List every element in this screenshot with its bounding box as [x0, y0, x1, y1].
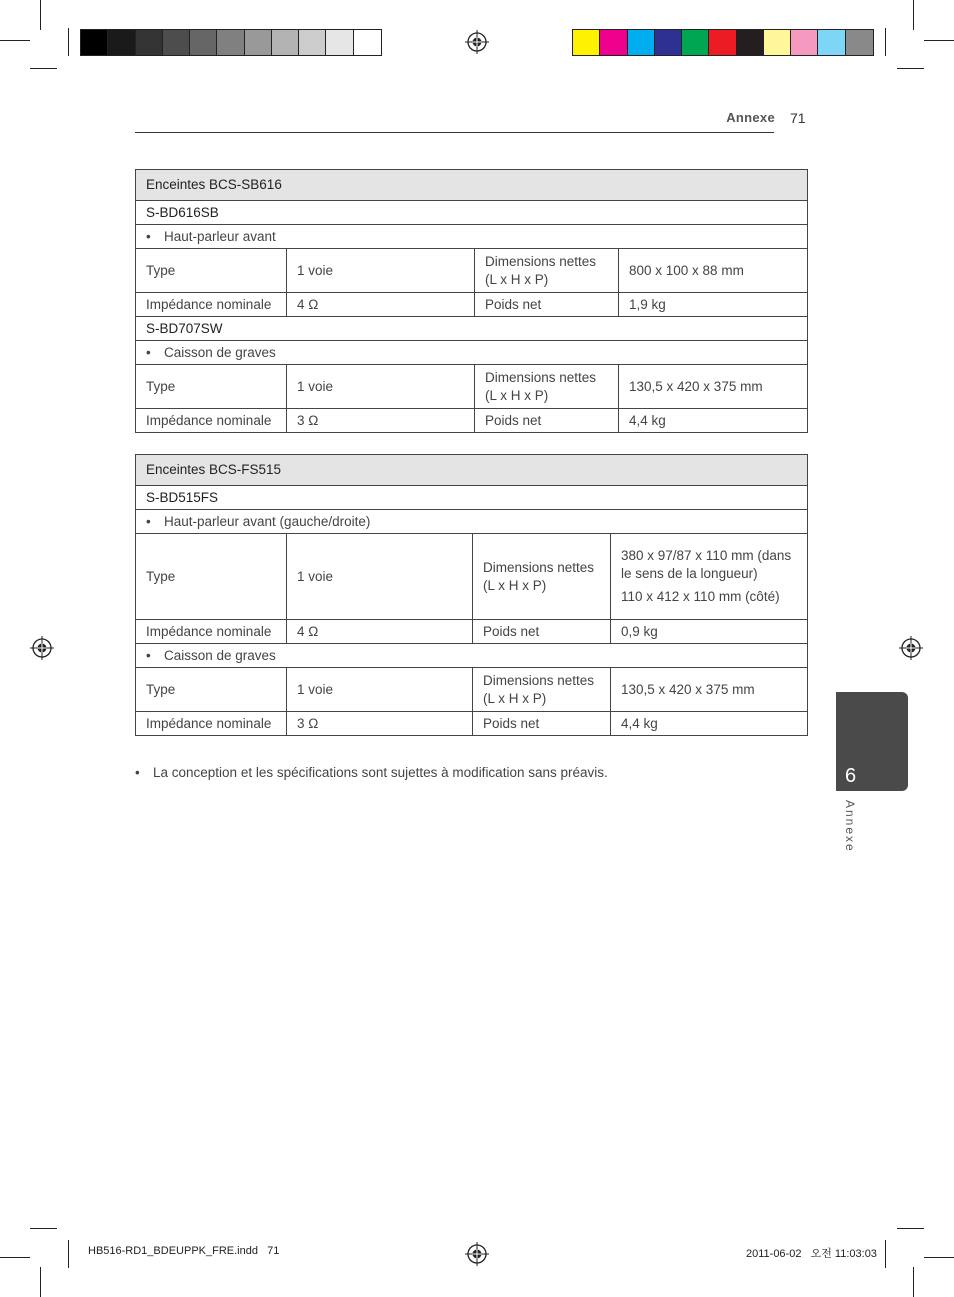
table-cell: Type: [136, 534, 287, 620]
model-name: S-BD515FS: [136, 486, 808, 510]
table-row: [136, 534, 808, 620]
chapter-label: Annexe: [843, 800, 857, 853]
color-swatch: [628, 30, 655, 55]
crop-mark: [897, 68, 924, 69]
note-text: La conception et les spécifications sont sujettes à modification sans préavis.: [153, 765, 608, 780]
crop-mark: [897, 1228, 924, 1229]
dimension-text: 110 x 412 x 110 mm (côté): [621, 589, 780, 604]
category-row: [136, 225, 808, 249]
registration-target-icon: [899, 636, 923, 660]
color-swatch: [600, 30, 627, 55]
color-swatch: [81, 30, 108, 55]
table-cell: Poids net: [475, 293, 619, 317]
crop-mark: [40, 0, 41, 30]
table-cell: 3 Ω: [287, 712, 473, 736]
color-swatch: [764, 30, 791, 55]
table-cell: 1 voie: [287, 534, 473, 620]
bullet-icon: •: [146, 513, 151, 529]
color-swatch: [573, 30, 600, 55]
table-cell: 1 voie: [287, 365, 475, 409]
color-swatch: [354, 30, 381, 55]
color-swatch: [190, 30, 217, 55]
crop-mark: [68, 1240, 69, 1268]
table-cell: Impédance nominale: [136, 712, 287, 736]
note-item: [135, 765, 608, 780]
color-swatch: [136, 30, 163, 55]
table-cell: Impédance nominale: [136, 293, 287, 317]
table-cell: 3 Ω: [287, 409, 475, 433]
color-swatch: [791, 30, 818, 55]
dimension-text: 380 x 97/87 x 110 mm (dans le sens de la longueur): [621, 548, 792, 581]
color-swatch: [737, 30, 764, 55]
color-swatch: [326, 30, 353, 55]
table-cell: 800 x 100 x 88 mm: [619, 249, 808, 293]
color-swatch: [682, 30, 709, 55]
category-row: [136, 644, 808, 668]
table-cell: 130,5 x 420 x 375 mm: [619, 365, 808, 409]
table-cell: Dimensions nettes (L x H x P): [475, 365, 619, 409]
table-cell: Dimensions nettes (L x H x P): [473, 534, 611, 620]
table-row: [136, 409, 808, 433]
bullet-icon: •: [146, 228, 151, 244]
chapter-number: 6: [845, 765, 857, 787]
crop-mark: [40, 1267, 41, 1297]
table-row: [136, 620, 808, 644]
table-cell: Poids net: [473, 712, 611, 736]
spec-table-sb616: [135, 169, 808, 433]
table-cell: 4 Ω: [287, 293, 475, 317]
registration-target-icon: [465, 1242, 489, 1266]
table-title: Enceintes BCS-SB616: [136, 170, 808, 201]
model-name: S-BD616SB: [136, 201, 808, 225]
registration-target-icon: [465, 30, 489, 54]
color-bar: [572, 29, 874, 56]
table-cell: Type: [136, 365, 287, 409]
table-cell: Poids net: [475, 409, 619, 433]
color-swatch: [163, 30, 190, 55]
table-row: [136, 293, 808, 317]
table-cell: 1 voie: [287, 249, 475, 293]
table-title: Enceintes BCS-FS515: [136, 455, 808, 486]
category-label: Caisson de graves: [164, 647, 276, 663]
table-cell: Impédance nominale: [136, 620, 287, 644]
table-cell: Dimensions nettes (L x H x P): [473, 668, 611, 712]
color-swatch: [108, 30, 135, 55]
table-cell: 130,5 x 420 x 375 mm: [611, 668, 808, 712]
registration-target-icon: [30, 636, 54, 660]
footer-filename: HB516-RD1_BDEUPPK_FRE.indd 71: [88, 1245, 280, 1257]
color-swatch: [299, 30, 326, 55]
grayscale-bar: [80, 29, 382, 56]
category-label: Haut-parleur avant (gauche/droite): [164, 513, 371, 529]
table-cell: Type: [136, 249, 287, 293]
crop-mark: [0, 1257, 30, 1258]
table-cell: 4,4 kg: [611, 712, 808, 736]
crop-mark: [30, 1228, 57, 1229]
color-swatch: [655, 30, 682, 55]
crop-mark: [913, 0, 914, 30]
category-label: Haut-parleur avant: [164, 228, 276, 244]
bullet-icon: •: [146, 344, 151, 360]
page-number: 71: [790, 110, 806, 126]
table-cell: Dimensions nettes (L x H x P): [475, 249, 619, 293]
crop-mark: [885, 1240, 886, 1268]
table-row: [136, 365, 808, 409]
bullet-icon: •: [146, 647, 151, 663]
crop-mark: [885, 28, 886, 56]
model-name: S-BD707SW: [136, 317, 808, 341]
category-label: Caisson de graves: [164, 344, 276, 360]
color-swatch: [818, 30, 845, 55]
footer-timestamp: 2011-06-02 오전 11:03:03: [746, 1248, 877, 1260]
header-rule: [135, 132, 774, 133]
crop-mark: [68, 28, 69, 56]
crop-mark: [924, 40, 954, 41]
crop-mark: [0, 40, 30, 41]
category-row: [136, 510, 808, 534]
color-swatch: [217, 30, 244, 55]
table-row: [136, 668, 808, 712]
color-swatch: [709, 30, 736, 55]
table-cell: Poids net: [473, 620, 611, 644]
crop-mark: [913, 1267, 914, 1297]
section-header: Annexe: [726, 110, 775, 125]
table-row: [136, 712, 808, 736]
spec-table-fs515: [135, 454, 808, 736]
table-cell: 1,9 kg: [619, 293, 808, 317]
crop-mark: [924, 1257, 954, 1258]
table-cell: Type: [136, 668, 287, 712]
color-swatch: [245, 30, 272, 55]
table-cell: 0,9 kg: [611, 620, 808, 644]
table-row: [136, 249, 808, 293]
table-cell: 4,4 kg: [619, 409, 808, 433]
category-row: [136, 341, 808, 365]
crop-mark: [30, 68, 57, 69]
color-swatch: [846, 30, 873, 55]
table-cell: Impédance nominale: [136, 409, 287, 433]
table-cell: 1 voie: [287, 668, 473, 712]
table-cell: [611, 534, 808, 620]
table-cell: 4 Ω: [287, 620, 473, 644]
color-swatch: [272, 30, 299, 55]
bullet-icon: •: [135, 765, 140, 780]
